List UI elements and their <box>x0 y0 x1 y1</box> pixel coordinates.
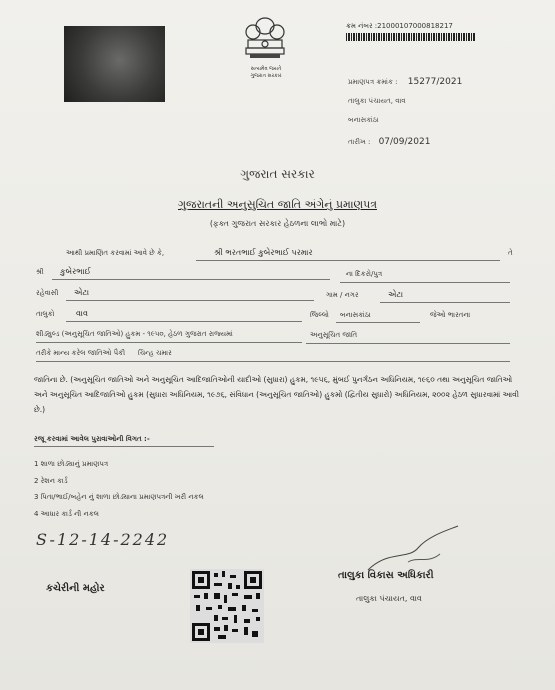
documents-heading: રજૂ કરવામાં આવેલ પુરાવાઓની વિગત :- <box>34 435 150 443</box>
document-item: 2 રેશન કાર્ડ <box>34 477 68 485</box>
village-label: ગામ / નગર <box>326 291 359 299</box>
intro-text: આથી પ્રમાણિત કરવામાં આવે છે કે, <box>66 249 165 257</box>
caste-label: તરીકે માન્ય કરેલ જાતિઓ પૈકી <box>36 349 126 357</box>
holder-name: શ્રી ભરતભાઈ કુબેરભાઈ પરમાર <box>214 248 313 257</box>
shri-label: શ્રી <box>36 268 44 276</box>
office-seal-label: કચેરીની મહોર <box>46 583 105 594</box>
cert-no: 15277/2021 <box>407 77 463 87</box>
handwritten-number: S-12-14-2242 <box>36 530 170 549</box>
issue-date: 07/09/2021 <box>378 137 431 147</box>
son-of-label: ના દિકરો/પુત્ર <box>346 270 383 278</box>
resident-value: એટા <box>74 288 90 297</box>
district-label: જિલ્લો <box>310 311 329 319</box>
village-value: એટા <box>388 290 404 299</box>
issuing-office: તાલુકા પંચાયત, વાવ <box>348 97 406 105</box>
certificate-title: ગુજરાતની અનુસુચિત જાતિ અંગેનું પ્રમાણપત્ર <box>177 198 378 211</box>
document-item: 1 શાળા છોડ્યાનું પ્રમાણપત્ર <box>34 460 109 468</box>
barcode <box>346 33 476 41</box>
suffix-te: તે <box>508 249 513 257</box>
government-title: ગુજરાત સરકાર <box>240 167 315 181</box>
serial-number: ક્રમ નંબર :21000107000818217 <box>346 22 453 30</box>
document-item: 4 આધાર કાર્ડ ની નકલ <box>34 510 99 518</box>
state-suffix: જેઓ ભારતના <box>430 311 471 319</box>
legal-paragraph: જાતિના છે. (અનુસૂચિત જાતિઓ અને અનુસૂચિત આદિજાતિઓની યાદીઓ (સુધારા) હુકમ, ૧૯૫૬, મુંબઈ પુનર્ગઠન અધિનિયમ, ૧૯૬૦ તથા અનુસૂચિત જાતિઓ અને અનુસૂચિત આદિજાતિઓ હુકમ (સુધારા અધિનિયમ, ૧૯૭૬, સંવિધાન (અનુસૂચિત જાતિઓ) હુકમો (દ્વિતીય સુધારો) અધિનિયમ, ૨૦૦૨ હેઠળ સુધારવામાં આવી છે.) <box>34 375 519 414</box>
date-row <box>348 137 430 147</box>
caste-value: ચિન્હ ચમાર <box>138 349 172 357</box>
date-label: તારીખ : <box>348 138 371 146</box>
caste-suffix: અનુસૂચિત જાતિ <box>310 331 358 339</box>
officer-office: તાલુકા પંચાયત, વાવ <box>356 594 422 603</box>
schedule-notice: શીડ્યુલ્ડ (અનુસૂચિત જાતિઓ) હુકમ - ૧૯૫૦, હેઠળ ગુજરાત રાજ્યમાં <box>36 330 233 338</box>
district-value: બનાસકાંઠા <box>340 311 371 319</box>
father-name: કુબેરભાઈ <box>60 267 91 276</box>
qr-code <box>190 569 264 643</box>
officer-title: તાલુકા વિકાસ અધિકારી <box>338 570 434 581</box>
taluka-label: તાલુકો <box>36 310 55 318</box>
document-item: 3 પિતા/ભાઈ/બહેન નું શાળા છોડ્યાના પ્રમાણપત્રની ખરી નકલ <box>34 493 204 501</box>
resident-label: રહેવાસી <box>36 289 59 297</box>
emblem-caption: સત્યમેવ જયતે ગુજરાત સરકાર <box>250 66 282 79</box>
cert-no-row <box>348 77 462 87</box>
applicant-photo <box>64 26 165 102</box>
cert-no-label: પ્રમાણપત્ર ક્રમાંક : <box>348 78 398 86</box>
taluka-value: વાવ <box>76 309 88 318</box>
issuing-district: બનાસકાંઠા <box>348 116 379 124</box>
certificate-subtitle: (ફક્ત ગુજરાત સરકાર હેઠળના લાભો માટે) <box>209 219 346 228</box>
